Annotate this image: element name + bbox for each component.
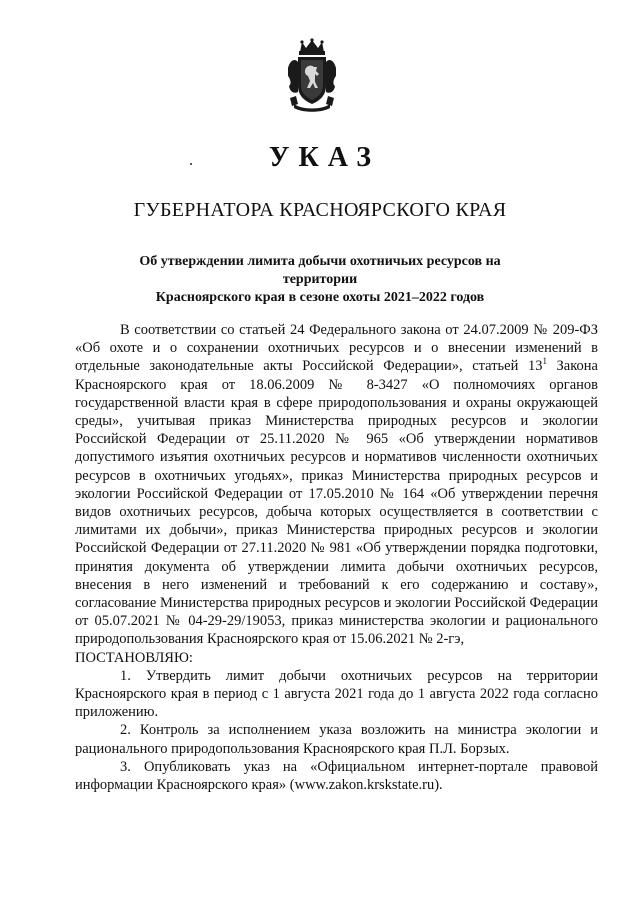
document-heading — [110, 253, 530, 307]
preamble-text: Закона Красноярского края от 18.06.2009 № 8-3427 «О полномочиях органов государственной власти края в сфере природопользования и охраны окружающей среды», учитывая приказ Министерства природных ресурсов и экологии Российской Федерации от 25.11.2020 № 965 «Об утверждении нормативов допустимого изъятия охотничьих ресурсов и нормативов численности охотничьих ресурсов в охотничьих угодьях», приказ Министерства природных ресурсов и экологии Российской Федерации от 17.05.2010 № 164 «Об утверждении перечня видов охотничьих ресурсов, добыча которых осуществляется в соответствии с лимитами их добычи», приказ Министерства природных ресурсов и экологии Российской Федерации от 27.11.2020 № 981 «Об утверждении порядка подготовки, принятия документа об утверждении лимита добычи охотничьих ресурсов, внесения в него изменений и требований к его содержанию и составу», согласование Министерства природных ресурсов и экологии Российской Федерации от 05.07.2021 № 04-29-29/19053, приказ министерства экологии и рационального природопользования Красноярского края от 15.06.2021 № 2-гэ, — [75, 358, 598, 648]
coat-of-arms-icon — [286, 38, 338, 112]
document-title: УКАЗ — [268, 142, 381, 173]
superscript: 1 — [542, 356, 547, 367]
decree-word: ПОСТАНОВЛЯЮ: — [75, 649, 193, 666]
heading-line: Красноярского края в сезоне охоты 2021–2022 годов — [155, 290, 485, 305]
document-body — [75, 321, 598, 794]
decree-item: 1. Утвердить лимит добычи охотничьих ресурсов на территории Красноярского края в период с 1 августа 2021 года до 1 августа 2022 года согласно приложению. — [75, 667, 598, 721]
preamble-paragraph — [75, 321, 598, 649]
document-issuer: ГУБЕРНАТОРА КРАСНОЯРСКОГО КРАЯ — [133, 199, 507, 221]
heading-line: Об утверждении лимита добычи охотничьих ресурсов на территории — [139, 254, 501, 287]
decree-item: 2. Контроль за исполнением указа возложить на министра экологии и рационального природопользования Красноярского края П.Л. Борзых. — [75, 722, 598, 757]
preamble-text: В соответствии со статьей 24 Федерального закона от 24.07.2009 № 209-ФЗ «Об охоте и о сохранении охотничьих ресурсов и о внесении изменений в отдельные законодательные акты Российской Федерации», статьей 13 — [75, 322, 598, 375]
decree-item: 3. Опубликовать указ на «Официальном интернет-портале правовой информации Красноярского края» (www.zakon.krskstate.ru). — [75, 758, 598, 794]
